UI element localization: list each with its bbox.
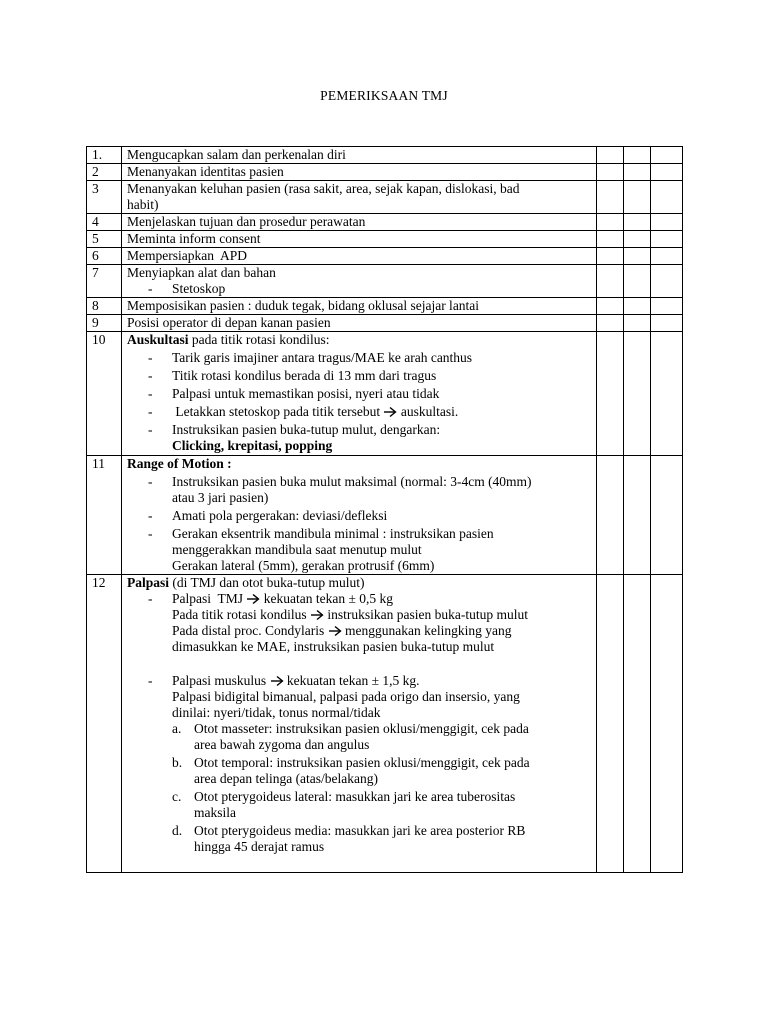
sub-item-continuation: atau 3 jari pasien) — [172, 490, 269, 505]
row-text: Menanyakan identitas pasien — [122, 164, 597, 181]
sub-item-text: auskultasi. — [397, 404, 459, 419]
sub-item-text: kekuatan tekan ± 0,5 kg — [260, 591, 394, 606]
row-text-cell — [122, 265, 597, 298]
check-cell[interactable] — [624, 456, 651, 575]
check-cell[interactable] — [651, 214, 683, 231]
page-title: PEMERIKSAAN TMJ — [320, 88, 448, 103]
dash-marker: - — [148, 526, 153, 541]
right-arrow-icon — [328, 625, 342, 637]
lettered-item-continuation: area depan telinga (atas/belakang) — [194, 771, 379, 786]
check-cell[interactable] — [651, 315, 683, 332]
check-cell[interactable] — [651, 248, 683, 265]
lettered-item-text: Otot pterygoideus lateral: masukkan jari ke area tuberositas — [194, 789, 516, 804]
blank-line — [127, 655, 591, 671]
letter-marker: c. — [172, 789, 182, 804]
right-arrow-icon — [383, 406, 397, 418]
lettered-item-continuation: area bawah zygoma dan angulus — [194, 737, 370, 752]
row-number: 10 — [87, 332, 122, 456]
check-cell[interactable] — [651, 575, 683, 873]
row-number: 2 — [87, 164, 122, 181]
check-cell[interactable] — [597, 147, 624, 164]
check-cell[interactable] — [651, 181, 683, 214]
sub-item-bold-text: Clicking, krepitasi, popping — [172, 438, 333, 453]
row-text-line: habit) — [127, 197, 159, 212]
check-cell[interactable] — [597, 248, 624, 265]
check-cell[interactable] — [651, 265, 683, 298]
sub-item-continuation: Palpasi bidigital bimanual, palpasi pada origo dan insersio, yang — [172, 689, 520, 704]
check-cell[interactable] — [624, 147, 651, 164]
sub-item-text: menggunakan kelingking yang — [341, 623, 512, 638]
table-row — [87, 315, 683, 332]
check-cell[interactable] — [624, 575, 651, 873]
sub-item-text: Palpasi muskulus — [172, 673, 270, 688]
sub-item-text: Pada distal proc. Condylaris — [172, 623, 328, 638]
table-row — [87, 231, 683, 248]
check-cell[interactable] — [651, 231, 683, 248]
letter-marker: d. — [172, 823, 183, 838]
tmj-checklist-table — [86, 146, 683, 873]
sub-item — [127, 350, 591, 366]
check-cell[interactable] — [597, 298, 624, 315]
sub-item — [127, 673, 591, 689]
row-number: 11 — [87, 456, 122, 575]
dash-marker: - — [148, 350, 153, 365]
row-text: Memposisikan pasien : duduk tegak, bidang oklusal sejajar lantai — [122, 298, 597, 315]
check-cell[interactable] — [597, 231, 624, 248]
sub-item — [127, 386, 591, 402]
check-cell[interactable] — [597, 315, 624, 332]
row-number: 4 — [87, 214, 122, 231]
sub-item — [127, 404, 591, 420]
dash-marker: - — [148, 386, 153, 401]
check-cell[interactable] — [624, 164, 651, 181]
dash-marker: - — [148, 422, 153, 437]
check-cell[interactable] — [624, 332, 651, 456]
row-text-line: Menanyakan keluhan pasien (rasa sakit, area, sejak kapan, dislokasi, bad — [127, 181, 520, 196]
sub-item-continuation — [127, 607, 591, 623]
table-row — [87, 164, 683, 181]
check-cell[interactable] — [651, 147, 683, 164]
sub-item-continuation — [127, 623, 591, 639]
sub-item — [127, 281, 591, 297]
sub-item — [127, 474, 591, 490]
dash-marker: - — [148, 508, 153, 523]
section-heading: Palpasi — [127, 575, 170, 590]
sub-item — [127, 526, 591, 542]
check-cell[interactable] — [624, 231, 651, 248]
check-cell[interactable] — [597, 164, 624, 181]
dash-marker: - — [148, 591, 153, 606]
row-text: Mengucapkan salam dan perkenalan diri — [122, 147, 597, 164]
row-number: 5 — [87, 231, 122, 248]
sub-item-text: Tarik garis imajiner antara tragus/MAE ke arah canthus — [172, 350, 473, 365]
sub-item-continuation: dinilai: nyeri/tidak, tonus normal/tidak — [172, 705, 381, 720]
dash-marker: - — [148, 368, 153, 383]
section-heading-rest: (di TMJ dan otot buka-tutup mulut) — [169, 575, 365, 590]
sub-item-continuation: menggerakkan mandibula saat menutup mulut — [172, 542, 422, 557]
row-number: 3 — [87, 181, 122, 214]
sub-item-text: Stetoskop — [172, 281, 226, 296]
table-row — [87, 181, 683, 214]
table-row — [87, 265, 683, 298]
sub-item-text: Palpasi TMJ — [172, 591, 247, 606]
check-cell[interactable] — [597, 181, 624, 214]
row-number: 12 — [87, 575, 122, 873]
sub-item — [127, 591, 591, 607]
check-cell[interactable] — [651, 332, 683, 456]
lettered-item — [127, 755, 591, 771]
sub-item-text: Titik rotasi kondilus berada di 13 mm dari tragus — [172, 368, 437, 383]
check-cell[interactable] — [651, 456, 683, 575]
table-row — [87, 575, 683, 873]
lettered-item-continuation: hingga 45 derajat ramus — [194, 839, 325, 854]
sub-item-text: Instruksikan pasien buka mulut maksimal (normal: 3-4cm (40mm) — [172, 474, 532, 489]
section-heading-line — [127, 575, 591, 591]
row-text: Mempersiapkan APD — [122, 248, 597, 265]
table-row — [87, 456, 683, 575]
check-cell[interactable] — [651, 164, 683, 181]
dash-marker: - — [148, 281, 153, 296]
table-row — [87, 298, 683, 315]
check-cell[interactable] — [597, 456, 624, 575]
row-text-cell — [122, 332, 597, 456]
sub-item — [127, 368, 591, 384]
sub-item-text: Pada titik rotasi kondilus — [172, 607, 310, 622]
sub-item-text: Amati pola pergerakan: deviasi/defleksi — [172, 508, 388, 523]
sub-item-text: Palpasi untuk memastikan posisi, nyeri atau tidak — [172, 386, 440, 401]
table-row — [87, 332, 683, 456]
row-number: 8 — [87, 298, 122, 315]
check-cell[interactable] — [624, 298, 651, 315]
letter-marker: a. — [172, 721, 182, 736]
sub-item-text: Letakkan stetoskop pada titik tersebut — [172, 404, 384, 419]
sub-item-text: kekuatan tekan ± 1,5 kg. — [283, 673, 420, 688]
lettered-item — [127, 823, 591, 839]
check-cell[interactable] — [597, 214, 624, 231]
lettered-item-text: Otot pterygoideus media: masukkan jari ke area posterior RB — [194, 823, 526, 838]
section-heading: Range of Motion : — [127, 456, 232, 471]
row-text-line: Menyiapkan alat dan bahan — [127, 265, 276, 280]
right-arrow-icon — [270, 675, 284, 687]
section-heading: Auskultasi — [127, 332, 189, 347]
check-cell[interactable] — [651, 298, 683, 315]
section-heading-rest: pada titik rotasi kondilus: — [188, 332, 330, 347]
row-text: Menjelaskan tujuan dan prosedur perawatan — [122, 214, 597, 231]
row-number: 9 — [87, 315, 122, 332]
table-row — [87, 248, 683, 265]
sub-item-text: Instruksikan pasien buka-tutup mulut, dengarkan: — [172, 422, 441, 437]
row-text-cell — [122, 575, 597, 873]
check-cell[interactable] — [597, 332, 624, 456]
sub-item-text: instruksikan pasien buka-tutup mulut — [324, 607, 528, 622]
sub-item-text: Gerakan eksentrik mandibula minimal : instruksikan pasien — [172, 526, 494, 541]
row-text: Posisi operator di depan kanan pasien — [122, 315, 597, 332]
row-number: 7 — [87, 265, 122, 298]
check-cell[interactable] — [624, 265, 651, 298]
sub-item — [127, 508, 591, 524]
table-row — [87, 214, 683, 231]
sub-item — [127, 422, 591, 438]
check-cell[interactable] — [597, 265, 624, 298]
sub-item-continuation: dimasukkan ke MAE, instruksikan pasien buka-tutup mulut — [172, 639, 495, 654]
right-arrow-icon — [246, 593, 260, 605]
row-number: 1. — [87, 147, 122, 164]
lettered-item-text: Otot masseter: instruksikan pasien oklusi/menggigit, cek pada — [194, 721, 529, 736]
row-text-cell — [122, 456, 597, 575]
lettered-item — [127, 721, 591, 737]
letter-marker: b. — [172, 755, 183, 770]
check-cell[interactable] — [624, 248, 651, 265]
check-cell[interactable] — [624, 181, 651, 214]
table-row — [87, 147, 683, 164]
row-text-cell — [122, 181, 597, 214]
check-cell[interactable] — [624, 315, 651, 332]
row-text: Meminta inform consent — [122, 231, 597, 248]
row-number: 6 — [87, 248, 122, 265]
sub-item-continuation: Gerakan lateral (5mm), gerakan protrusif (6mm) — [172, 558, 435, 573]
lettered-item-text: Otot temporal: instruksikan pasien oklusi/menggigit, cek pada — [194, 755, 530, 770]
lettered-item-continuation: maksila — [194, 805, 236, 820]
lettered-item — [127, 789, 591, 805]
dash-marker: - — [148, 404, 153, 419]
check-cell[interactable] — [624, 214, 651, 231]
section-heading-line — [127, 332, 591, 348]
dash-marker: - — [148, 673, 153, 688]
right-arrow-icon — [310, 609, 324, 621]
check-cell[interactable] — [597, 575, 624, 873]
dash-marker: - — [148, 474, 153, 489]
